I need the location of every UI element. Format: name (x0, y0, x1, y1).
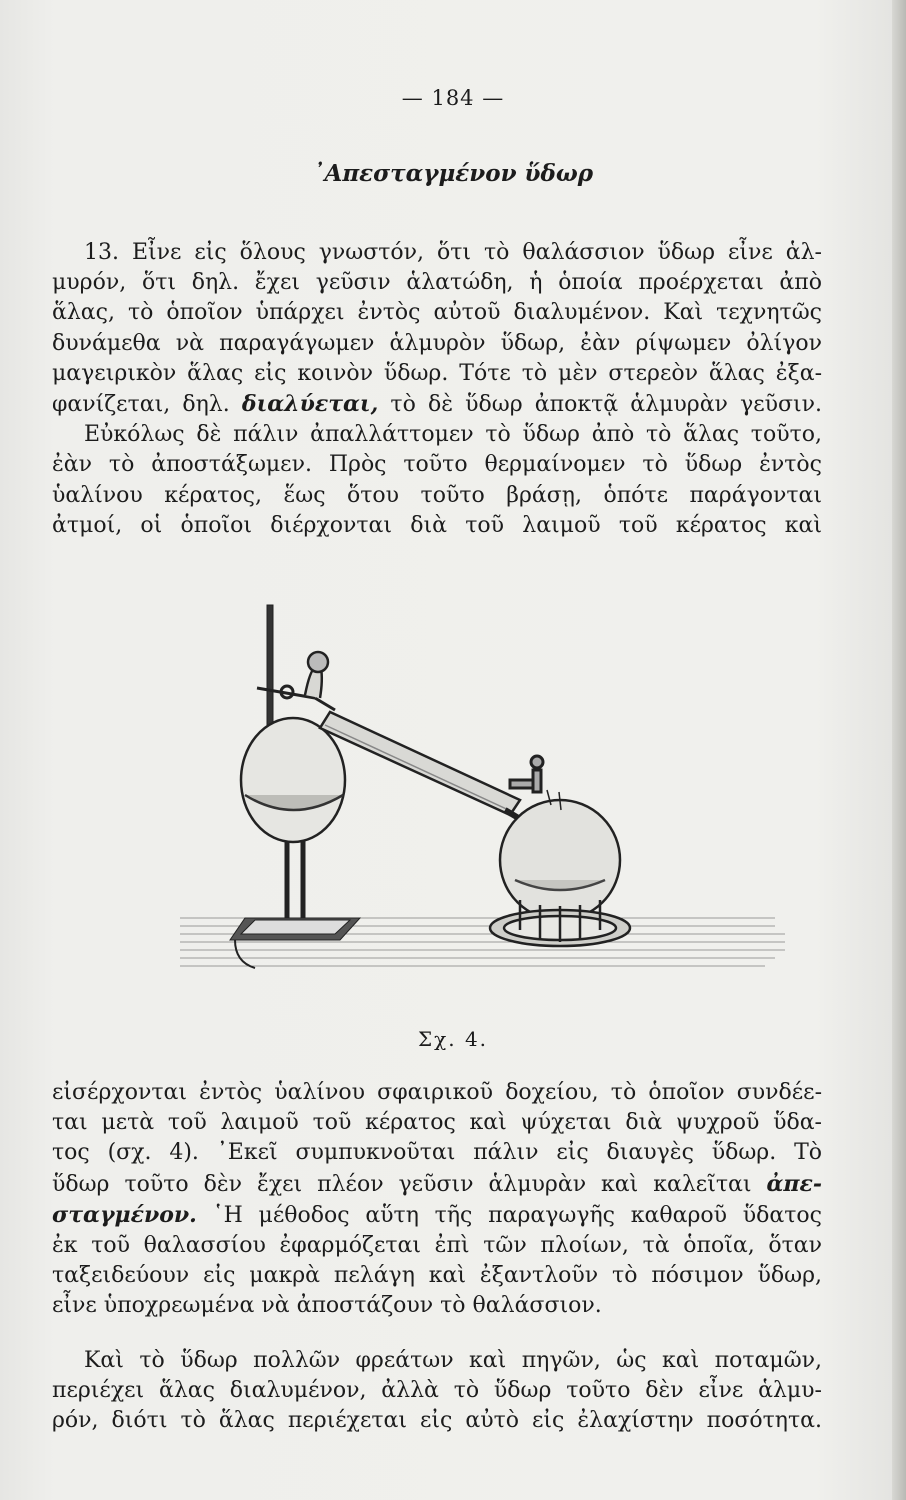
text-line (52, 1200, 822, 1231)
emphasized-term: διαλύεται, (241, 391, 379, 418)
text-line: μυρόν, ὅτι δηλ. ἔχει γεῦσιν ἁλατώδη, ἡ ὁποία προέρχεται ἀπὸ (52, 270, 822, 296)
paragraph-3 (52, 1346, 822, 1437)
text-segment: ῾Η μέθοδος αὕτη τῆς παραγωγῆς καθαροῦ ὕδατος (196, 1202, 822, 1228)
emphasized-term: ἀπε- (766, 1170, 822, 1197)
paragraph-2 (52, 1078, 822, 1322)
text-segment: τὸ δὲ ὕδωρ ἀποκτᾷ ἁλμυρὰν γεῦσιν. (378, 392, 822, 418)
text-line: ὑαλίνου κέρατος, ἕως ὅτου τοῦτο βράσῃ, ὁπότε παράγονται (52, 482, 822, 508)
retort-flask (241, 652, 520, 842)
text-line: εἶνε ὑποχρεωμένα νὰ ἀποστάζουν τὸ θαλάσσιον. (52, 1293, 602, 1319)
section-title: ᾿Απεσταγμένον ὕδωρ (312, 160, 594, 187)
distillation-apparatus-illustration (175, 600, 805, 985)
text-line: ἅλας, τὸ ὁποῖον ὑπάρχει ἐντὸς αὐτοῦ διαλυμένον. Καὶ τεχνητῶς (52, 300, 822, 326)
text-line (52, 1169, 822, 1200)
paragraph-1 (52, 238, 822, 541)
page-number: — 184 — (401, 86, 505, 110)
tripod-base (230, 830, 360, 968)
emphasized-term: σταγμένον. (52, 1201, 197, 1228)
text-line: ἐκ τοῦ θαλασσίου ἐφαρμόζεται ἐπὶ τῶν πλοίων, τὰ ὁποῖα, ὅταν (52, 1233, 822, 1259)
receiving-flask (490, 800, 630, 946)
text-segment: ὕδωρ τοῦτο δὲν ἔχει πλέον γεῦσιν ἁλμυρὰν καὶ καλεῖται (52, 1171, 767, 1197)
text-line: δυνάμεθα νὰ παραγάγωμεν ἁλμυρὸν ὕδωρ, ἐὰν ρίψωμεν ὀλίγον (52, 330, 822, 356)
page-spine-edge (892, 0, 906, 1500)
text-line: ἀτμοί, οἱ ὁποῖοι διέρχονται διὰ τοῦ λαιμοῦ τοῦ κέρατος καὶ (52, 512, 822, 538)
text-line: εἰσέρχονται ἐντὸς ὑαλίνου σφαιρικοῦ δοχείου, τὸ ὁποῖον συνδέε- (52, 1080, 822, 1105)
text-line: μαγειρικὸν ἅλας εἰς κοινὸν ὕδωρ. Τότε τὸ μὲν στερεὸν ἅλας ἐξα- (52, 360, 822, 386)
text-line: Εὐκόλως δὲ πάλιν ἀπαλλάττομεν τὸ ὕδωρ ἀπὸ τὸ ἅλας τοῦτο, (84, 422, 822, 448)
text-line: τος (σχ. 4). ᾿Εκεῖ συμπυκνοῦται πάλιν εἰς διαυγὲς ὕδωρ. Τὸ (52, 1140, 822, 1166)
text-line: 13. Εἶνε εἰς ὅλους γνωστόν, ὅτι τὸ θαλάσσιον ὕδωρ εἶνε ἁλ- (84, 240, 822, 265)
text-line (52, 389, 822, 420)
text-line: περιέχει ἅλας διαλυμένον, ἀλλὰ τὸ ὕδωρ τοῦτο δὲν εἶνε ἁλμυ- (52, 1378, 822, 1404)
text-line: Καὶ τὸ ὕδωρ πολλῶν φρεάτων καὶ πηγῶν, ὡς καὶ ποταμῶν, (84, 1348, 822, 1373)
text-line: ρόν, διότι τὸ ἅλας περιέχεται εἰς αὐτὸ εἰς ἐλαχίστην ποσότητα. (52, 1408, 822, 1434)
text-line: ταξειδεύουν εἰς μακρὰ πελάγη καὶ ἐξαντλοῦν τὸ πόσιμον ὕδωρ, (52, 1263, 822, 1289)
text-line: ται μετὰ τοῦ λαιμοῦ τοῦ κέρατος καὶ ψύχεται διὰ ψυχροῦ ὕδα- (52, 1110, 822, 1136)
text-line: ἐὰν τὸ ἀποστάξωμεν. Πρὸς τοῦτο θερμαίνομεν τὸ ὕδωρ ἐντὸς (52, 452, 822, 478)
text-segment: φανίζεται, δηλ. (52, 392, 242, 418)
figure-caption: Σχ. 4. (417, 1027, 489, 1051)
